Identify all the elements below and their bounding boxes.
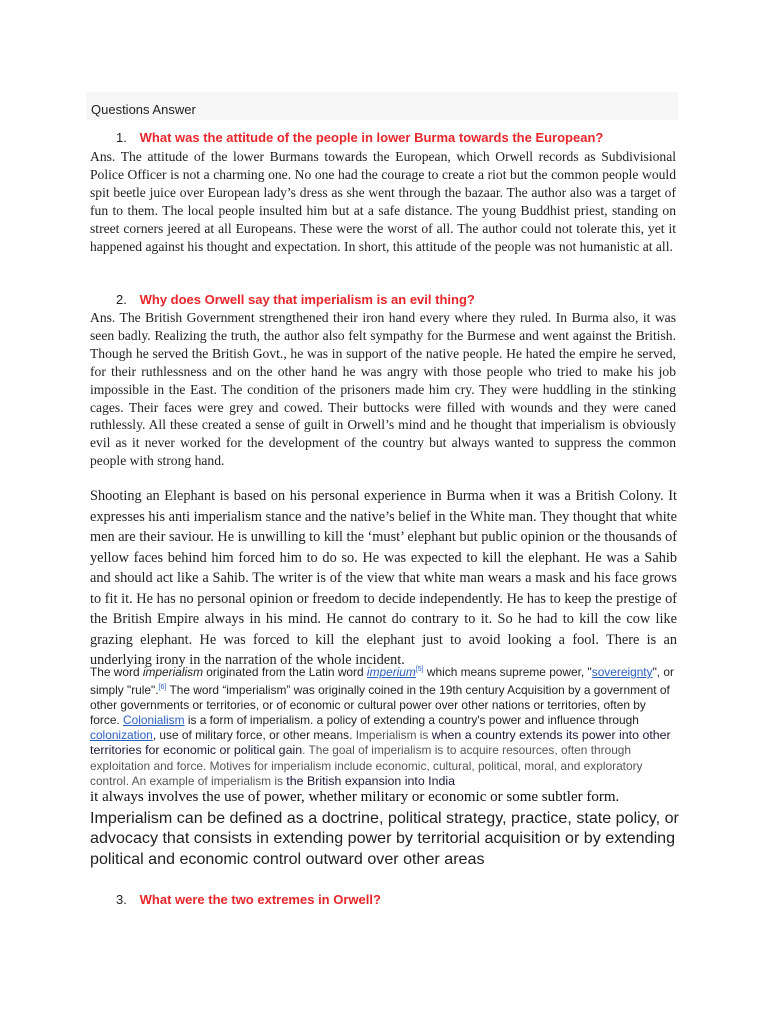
imperialism-definition-large: Imperialism can be defined as a doctrine, political strategy, practice, state policy, or advocacy that consists in extending power by territorial acquisition or by extending political and economic control outward over other areas bbox=[90, 809, 679, 868]
colonization-link[interactable]: colonization bbox=[90, 728, 153, 743]
question-number: 3. bbox=[116, 892, 127, 907]
text-span: The word bbox=[90, 664, 143, 679]
highlighted-example: the British expansion into India bbox=[286, 773, 456, 788]
question-number: 1. bbox=[116, 130, 127, 145]
text-span: . The goal of imperialism is to acquire resources, often through exploitation and force. Motives for imperialism include economic, cultural, political, moral, and exploratory control. An example of imperialism is bbox=[90, 743, 643, 788]
text-span: which means supreme power, " bbox=[423, 664, 592, 679]
shooting-elephant-paragraph: Shooting an Elephant is based on his personal experience in Burma when it was a British Colony. It expresses his anti imperialism stance and the native’s belief in the White man. They thought that white men are their saviour. He is unwilling to kill the ‘must’ elephant but public opinion or the thousands of yellow faces behind him forced him to do so. He was expected to kill the elephant. He was a Sahib and should act like a Sahib. The writer is of the view that white man wears a mask and his face grows to fit it. He has no personal opinion or freedom to decide independently. He has to keep the prestige of the British Empire always in his mind. He cannot do contrary to it. So he had to kill the cow like grazing elephant. He was forced to kill the elephant just to avoid looking a fool. There is an underlying irony in the narration of the whole incident. bbox=[90, 488, 677, 668]
citation-link[interactable]: [5] bbox=[415, 666, 424, 673]
text-span: is a form of imperialism. a policy of extending a country's power and influence through bbox=[184, 713, 639, 728]
text-span: The word “imperialism” was originally coined in the 19th century Acquisition by a government of other governments or territories, or of economic or cultural power over other nations or territories, often by force. bbox=[90, 683, 670, 728]
question-text: Why does Orwell say that imperialism is an evil thing? bbox=[139, 292, 475, 307]
question-3 bbox=[116, 892, 381, 907]
highlighted-definition: when a country extends its power into other territories for economic or political gain bbox=[90, 728, 671, 758]
colonialism-link[interactable]: Colonialism bbox=[123, 713, 185, 728]
answer-1: Ans. The attitude of the lower Burmans towards the European, which Orwell records as Subdivisional Police Officer is not a charming one. No one had the courage to create a riot but the common people would spit beetle juice over European lady’s dress as she went through the bazaar. The author also was a target of fun to them. The local people insulted him but at a safe distance. The young Buddhist priest, standing on street corners jeered at all Europeans. These were the worst of all. The author could not tolerate this, yet it happened against his thought and expectation. In short, this attitude of the people was not humanistic at all. bbox=[90, 149, 676, 254]
italic-term: imperialism bbox=[142, 664, 203, 679]
imperium-link[interactable]: imperium bbox=[366, 664, 416, 679]
question-number: 2. bbox=[116, 292, 127, 307]
page-title: Questions Answer bbox=[91, 102, 196, 117]
answer-2: Ans. The British Government strengthened their iron hand every where they ruled. In Burma also, it was seen badly. Realizing the truth, the author also felt sympathy for the Burmese and went against the British. Though he served the British Govt., he was in support of the native people. He hated the empire he served, for their ruthlessness and on the other hand he was angry with those people who tried to make his job impossible in the East. The condition of the prisoners made him cry. They were huddling in the stinking cages. Their faces were grey and cowed. Their buttocks were filled with wounds and they were caned ruthlessly. All these created a sense of guilt in Orwell’s mind and he thought that imperialism is obviously evil as it never worked for the development of the country but always wanted to suppress the common people with strong hand. bbox=[90, 310, 676, 469]
text-span: Imperialism is bbox=[355, 728, 432, 743]
imperialism-definition-paragraph bbox=[90, 662, 678, 789]
power-sentence: it always involves the use of power, whether military or economic or some subtler form. bbox=[90, 789, 620, 805]
question-1 bbox=[116, 130, 603, 145]
text-span: originated from the Latin word bbox=[203, 664, 367, 679]
question-text: What was the attitude of the people in lower Burma towards the European? bbox=[139, 130, 604, 145]
citation-link[interactable]: [6] bbox=[158, 684, 167, 692]
text-span: ", or simply "rule". bbox=[90, 664, 674, 698]
question-text: What were the two extremes in Orwell? bbox=[139, 892, 381, 907]
sovereignty-link[interactable]: sovereignty bbox=[591, 664, 653, 679]
question-2 bbox=[116, 292, 475, 307]
text-span: , use of military force, or other means. bbox=[152, 728, 356, 743]
